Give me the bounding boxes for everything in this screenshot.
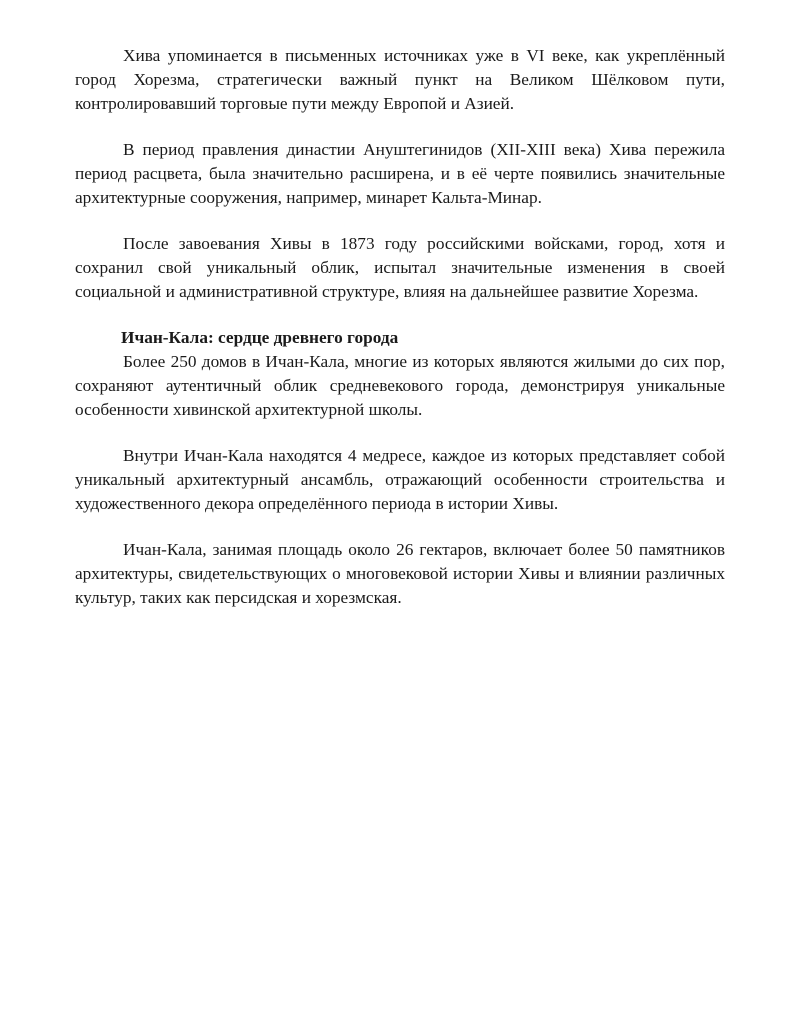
paragraph-madrasahs: Внутри Ичан-Кала находятся 4 медресе, каждое из которых представляет собой уникальный архитектурный ансамбль, отражающий особенности строительства и художественного декора определённого периода в истории Хивы. [75, 446, 725, 513]
paragraph-russian-conquest: После завоевания Хивы в 1873 году российскими войсками, город, хотя и сохранил свой уникальный облик, испытал значительные изменения в своей социальной и административной структуре, влияя на дальнейшее развитие Хорезма. [75, 234, 725, 301]
paragraph-monuments: Ичан-Кала, занимая площадь около 26 гектаров, включает более 50 памятников архитектуры, свидетельствующих о многовековой истории Хивы и влиянии различных культур, таких как персидская и хорезмская. [75, 540, 725, 607]
paragraph-anushteginids: В период правления династии Ануштегинидов (XII-XIII века) Хива пережила период расцвета, была значительно расширена, и в её черте появились значительные архитектурные сооружения, например, минарет Кальта-Минар. [75, 140, 725, 207]
section-heading: Ичан-Кала: сердце древнего города [121, 328, 399, 347]
document-page [75, 44, 725, 632]
paragraph-houses: Более 250 домов в Ичан-Кала, многие из которых являются жилыми до сих пор, сохраняют аутентичный облик средневекового города, демонстрируя уникальные особенности хивинской архитектурной школы. [75, 352, 725, 419]
paragraph-khiva-origins: Хива упоминается в письменных источниках уже в VI веке, как укреплённый город Хорезма, стратегически важный пункт на Великом Шёлковом пути, контролировавший торговые пути между Европой и Азией. [75, 46, 725, 113]
